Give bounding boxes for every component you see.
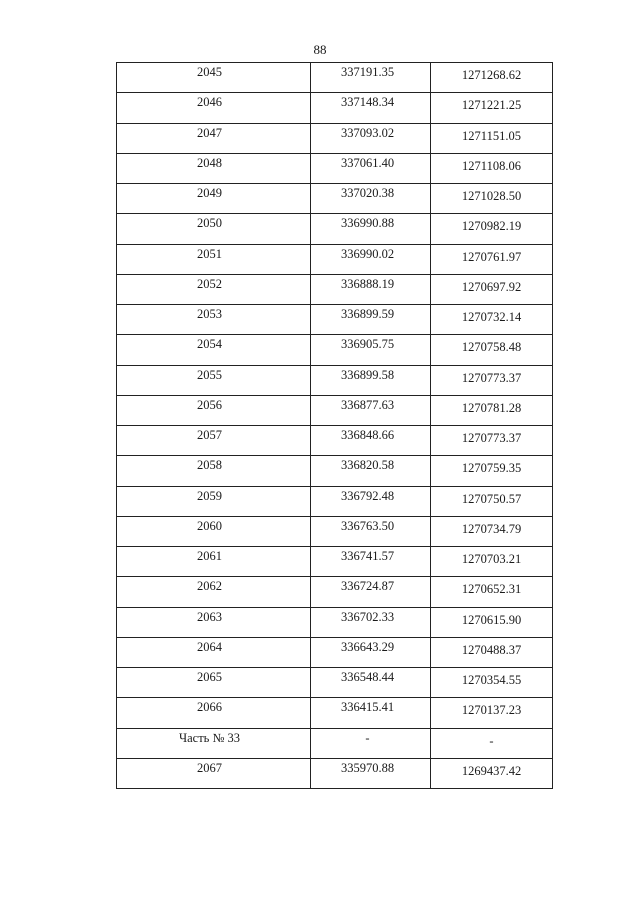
table-row <box>117 365 553 395</box>
y-coordinate-cell: 1271268.62 <box>431 63 553 93</box>
x-coordinate-cell: 336899.58 <box>311 365 431 395</box>
x-coordinate-cell: 336724.87 <box>311 577 431 607</box>
page-number: 88 <box>313 42 327 57</box>
x-coordinate-cell: 336415.41 <box>311 698 431 728</box>
table-row <box>117 305 553 335</box>
x-coordinate-cell: 335970.88 <box>311 758 431 788</box>
y-coordinate-cell: - <box>431 728 553 758</box>
y-coordinate-cell: 1270758.48 <box>431 335 553 365</box>
x-coordinate-cell: 336905.75 <box>311 335 431 365</box>
y-coordinate-cell: 1270703.21 <box>431 547 553 577</box>
point-number-cell: 2067 <box>117 758 311 788</box>
x-coordinate-cell: 336643.29 <box>311 637 431 667</box>
y-coordinate-cell: 1271151.05 <box>431 123 553 153</box>
table-row <box>117 728 553 758</box>
x-coordinate-cell: - <box>311 728 431 758</box>
table-row <box>117 426 553 456</box>
x-coordinate-cell: 337020.38 <box>311 184 431 214</box>
table-row <box>117 547 553 577</box>
table-row <box>117 395 553 425</box>
table-row <box>117 637 553 667</box>
coordinates-table <box>116 62 553 789</box>
table-row <box>117 214 553 244</box>
point-number-cell: 2056 <box>117 395 311 425</box>
y-coordinate-cell: 1269437.42 <box>431 758 553 788</box>
y-coordinate-cell: 1270781.28 <box>431 395 553 425</box>
point-number-cell: 2055 <box>117 365 311 395</box>
y-coordinate-cell: 1270734.79 <box>431 516 553 546</box>
table-row <box>117 577 553 607</box>
x-coordinate-cell: 336877.63 <box>311 395 431 425</box>
x-coordinate-cell: 336792.48 <box>311 486 431 516</box>
point-number-cell: 2047 <box>117 123 311 153</box>
point-number-cell: 2046 <box>117 93 311 123</box>
x-coordinate-cell: 336899.59 <box>311 305 431 335</box>
point-number-cell: 2050 <box>117 214 311 244</box>
x-coordinate-cell: 336848.66 <box>311 426 431 456</box>
point-number-cell: 2065 <box>117 668 311 698</box>
table-row <box>117 668 553 698</box>
coordinates-table-body <box>117 63 553 789</box>
table-row <box>117 335 553 365</box>
x-coordinate-cell: 336741.57 <box>311 547 431 577</box>
point-number-cell: 2057 <box>117 426 311 456</box>
y-coordinate-cell: 1270137.23 <box>431 698 553 728</box>
x-coordinate-cell: 336990.88 <box>311 214 431 244</box>
y-coordinate-cell: 1271221.25 <box>431 93 553 123</box>
table-row <box>117 486 553 516</box>
point-number-cell: 2064 <box>117 637 311 667</box>
y-coordinate-cell: 1270488.37 <box>431 637 553 667</box>
table-row <box>117 456 553 486</box>
y-coordinate-cell: 1270652.31 <box>431 577 553 607</box>
table-row <box>117 244 553 274</box>
x-coordinate-cell: 336702.33 <box>311 607 431 637</box>
point-number-cell: 2062 <box>117 577 311 607</box>
x-coordinate-cell: 337148.34 <box>311 93 431 123</box>
y-coordinate-cell: 1270750.57 <box>431 486 553 516</box>
point-number-cell: 2063 <box>117 607 311 637</box>
table-row <box>117 607 553 637</box>
point-number-cell: 2059 <box>117 486 311 516</box>
table-row <box>117 153 553 183</box>
x-coordinate-cell: 337191.35 <box>311 63 431 93</box>
y-coordinate-cell: 1270773.37 <box>431 365 553 395</box>
point-number-cell: 2060 <box>117 516 311 546</box>
point-number-cell: 2058 <box>117 456 311 486</box>
x-coordinate-cell: 337061.40 <box>311 153 431 183</box>
table-row <box>117 758 553 788</box>
table-row <box>117 274 553 304</box>
table-row <box>117 516 553 546</box>
point-number-cell: 2045 <box>117 63 311 93</box>
x-coordinate-cell: 336820.58 <box>311 456 431 486</box>
y-coordinate-cell: 1270773.37 <box>431 426 553 456</box>
x-coordinate-cell: 336990.02 <box>311 244 431 274</box>
point-number-cell: 2053 <box>117 305 311 335</box>
x-coordinate-cell: 336548.44 <box>311 668 431 698</box>
table-row <box>117 184 553 214</box>
point-number-cell: 2066 <box>117 698 311 728</box>
point-number-cell: 2049 <box>117 184 311 214</box>
x-coordinate-cell: 337093.02 <box>311 123 431 153</box>
y-coordinate-cell: 1270759.35 <box>431 456 553 486</box>
y-coordinate-cell: 1270732.14 <box>431 305 553 335</box>
x-coordinate-cell: 336763.50 <box>311 516 431 546</box>
point-number-cell: 2061 <box>117 547 311 577</box>
point-number-cell: 2054 <box>117 335 311 365</box>
point-number-cell: 2051 <box>117 244 311 274</box>
point-number-cell: Часть № 33 <box>117 728 311 758</box>
table-row <box>117 123 553 153</box>
point-number-cell: 2048 <box>117 153 311 183</box>
table-row <box>117 698 553 728</box>
y-coordinate-cell: 1271108.06 <box>431 153 553 183</box>
y-coordinate-cell: 1270697.92 <box>431 274 553 304</box>
x-coordinate-cell: 336888.19 <box>311 274 431 304</box>
y-coordinate-cell: 1271028.50 <box>431 184 553 214</box>
table-row <box>117 93 553 123</box>
y-coordinate-cell: 1270982.19 <box>431 214 553 244</box>
table-row <box>117 63 553 93</box>
point-number-cell: 2052 <box>117 274 311 304</box>
y-coordinate-cell: 1270615.90 <box>431 607 553 637</box>
y-coordinate-cell: 1270761.97 <box>431 244 553 274</box>
y-coordinate-cell: 1270354.55 <box>431 668 553 698</box>
